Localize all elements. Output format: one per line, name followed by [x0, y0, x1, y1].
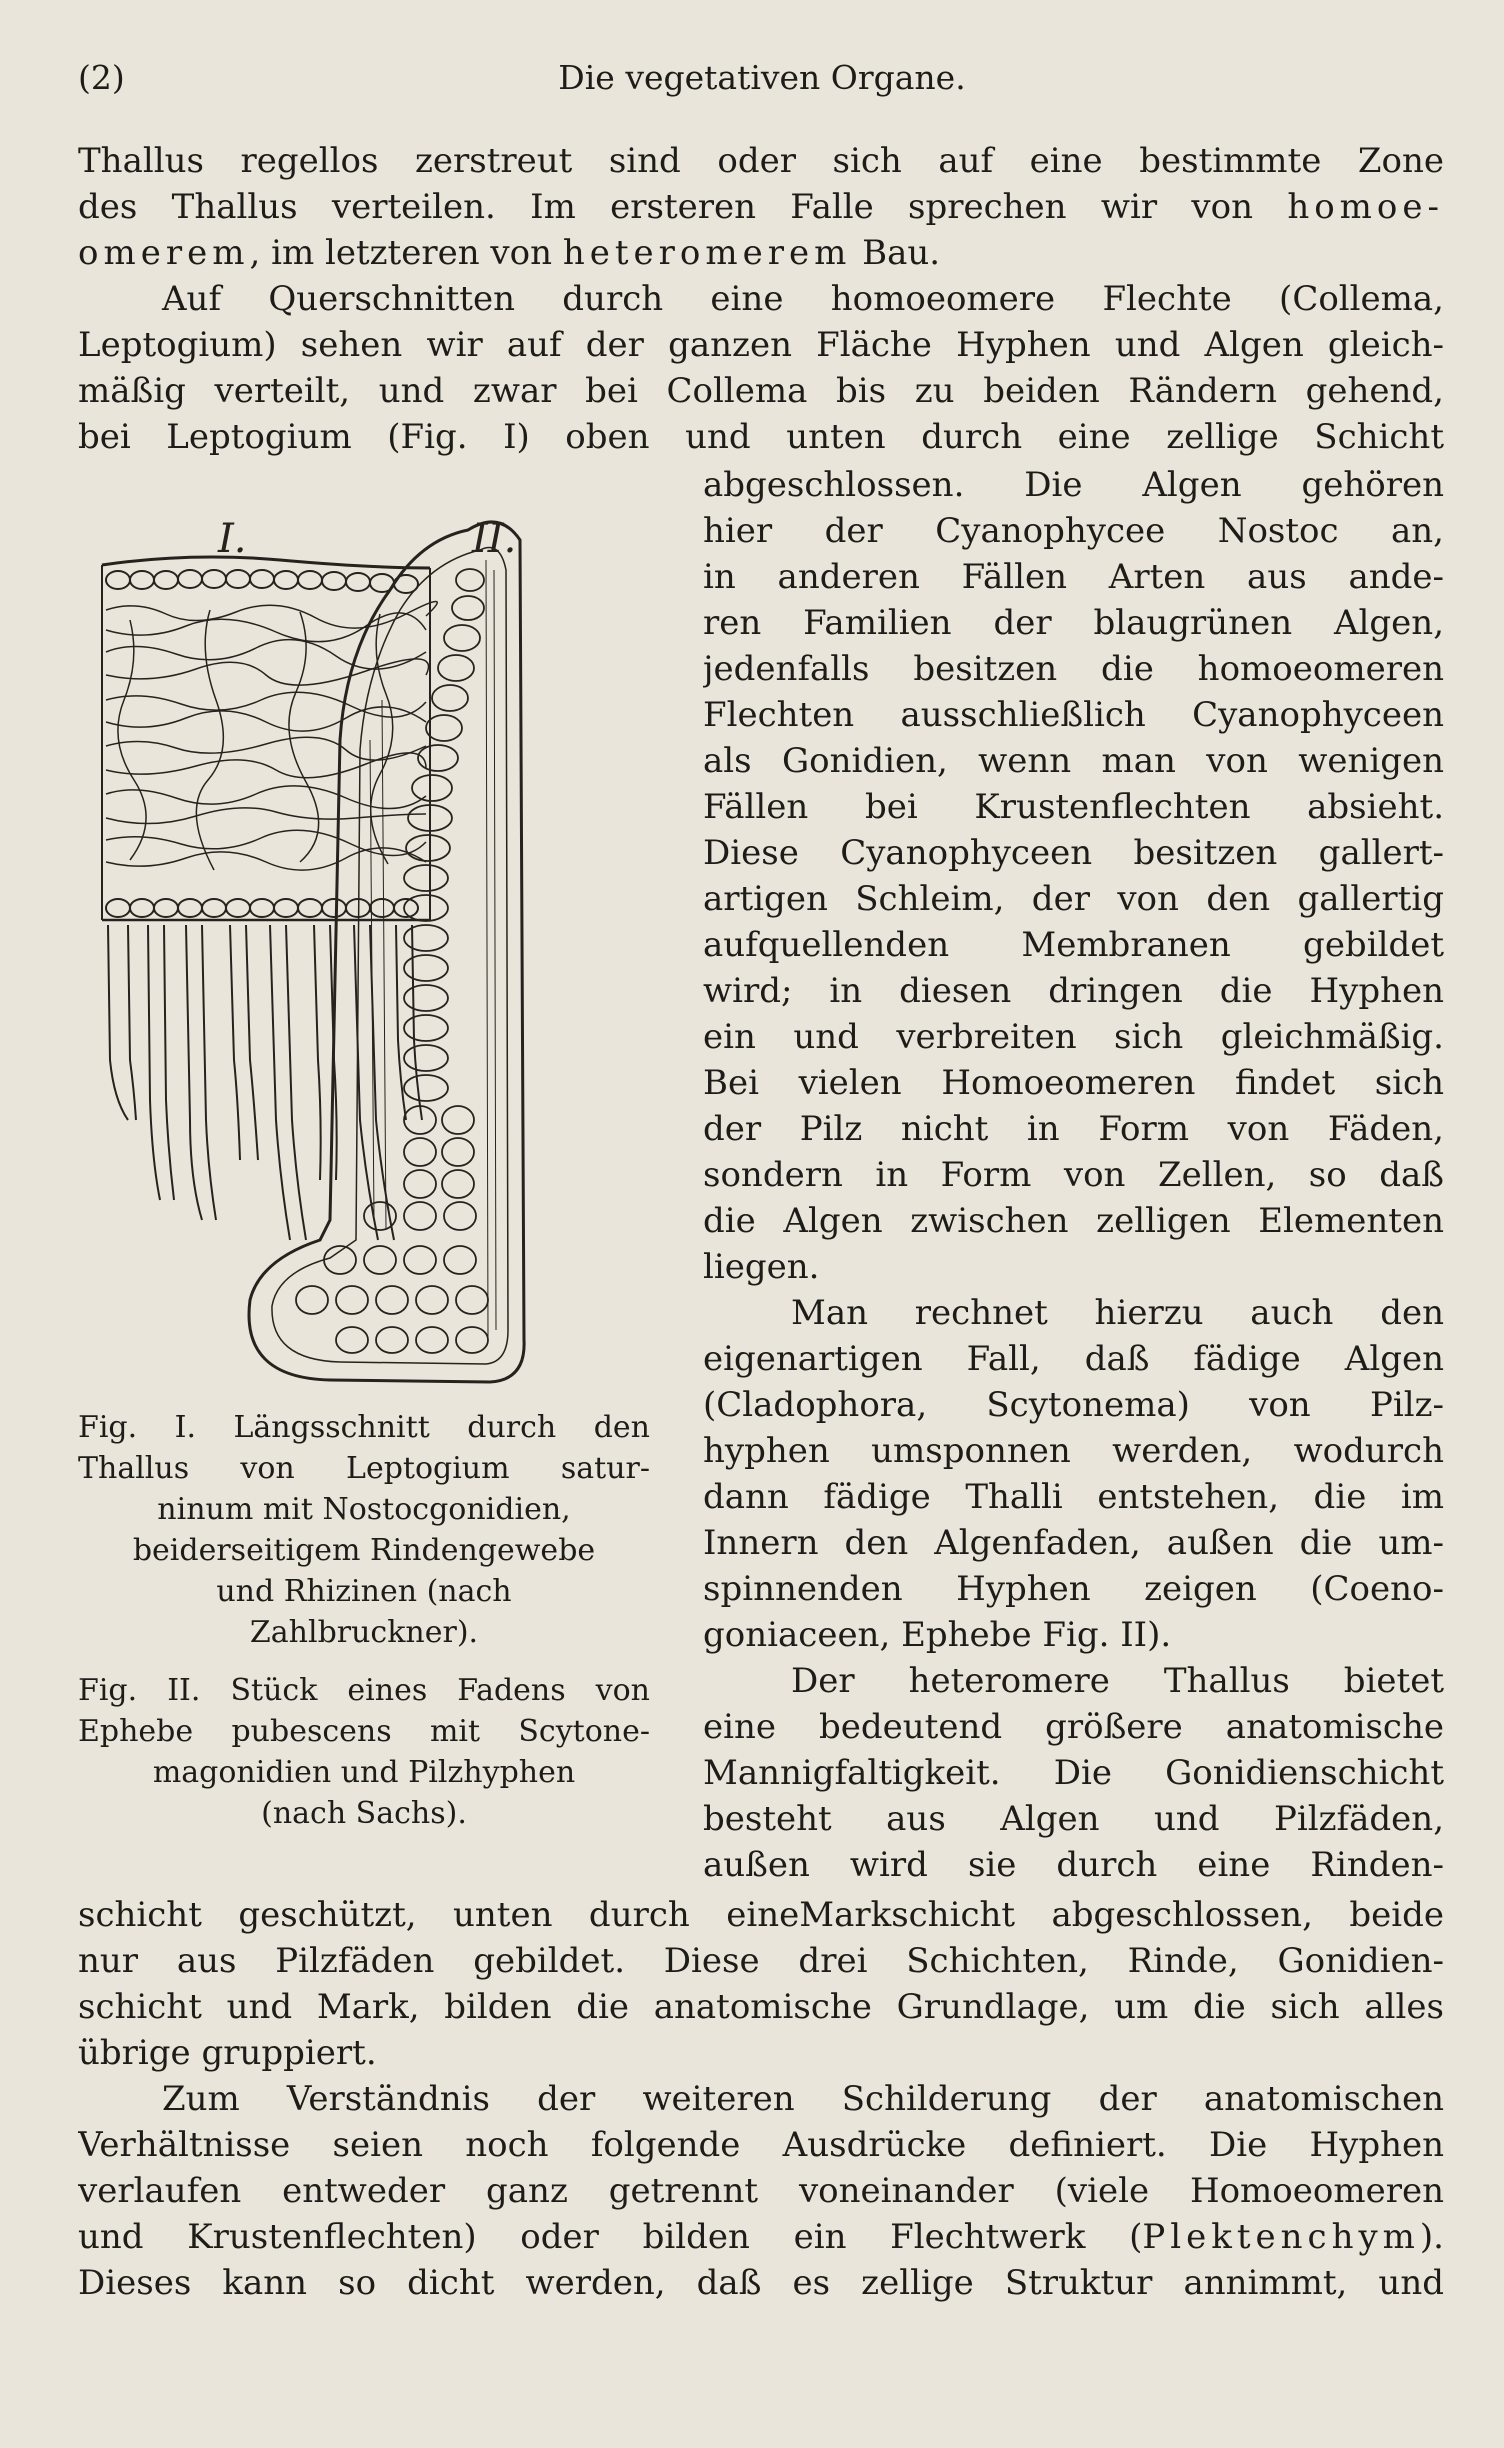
- page-number: (2): [78, 58, 125, 97]
- text-line: [78, 2214, 1444, 2260]
- text-fragment: des Thallus verteilen. Im ersteren Falle sprechen wir von: [78, 187, 1288, 227]
- caption-line: Fig. II. Stück eines Fadens von: [78, 1673, 650, 1708]
- text-line: Diese Cyanophyceen besitzen gallert-: [703, 833, 1444, 873]
- text-line: artigen Schleim, der von den gallertig: [703, 879, 1444, 919]
- text-line: Thallus regellos zerstreut sind oder sich auf eine bestimmte Zone: [78, 141, 1444, 181]
- text-line: sondern in Form von Zellen, so daß: [703, 1155, 1444, 1195]
- text-line: als Gonidien, wenn man von wenigen: [703, 741, 1444, 781]
- text-line: bei Leptogium (Fig. I) oben und unten durch eine zellige Schicht: [78, 417, 1444, 457]
- figure-one-section: [102, 557, 437, 1240]
- emphasis-heteromerem: heteromerem: [562, 233, 852, 273]
- text-line: Auf Querschnitten durch eine homoeomere Flechte (Collema,: [162, 279, 1444, 319]
- text-line: Verhältnisse seien noch folgende Ausdrücke definiert. Die Hyphen: [78, 2125, 1444, 2165]
- text-line: Zum Verständnis der weiteren Schilderung der anatomischen: [162, 2079, 1444, 2119]
- text-line: die Algen zwischen zelligen Elementen: [703, 1201, 1444, 1241]
- text-line: ein und verbreiten sich gleichmäßig.: [703, 1017, 1444, 1057]
- text-line: eine bedeutend größere anatomische: [703, 1707, 1444, 1747]
- caption-line: Thallus von Leptogium satur-: [78, 1451, 650, 1486]
- caption-line: Zahlbruckner).: [249, 1615, 479, 1650]
- text-line: [78, 230, 1444, 276]
- figure-label-two: II.: [472, 516, 517, 562]
- text-line: hyphen umsponnen werden, wodurch: [703, 1431, 1444, 1471]
- paragraph-right-column: [703, 462, 1444, 1888]
- text-line: aufquellenden Membranen gebildet: [703, 925, 1444, 965]
- medulla-hyphae: [106, 601, 437, 870]
- paragraph-bottom: [78, 1892, 1444, 2306]
- upper-cortex-cells: [106, 570, 418, 593]
- text-line: goniaceen, Ephebe Fig. II).: [703, 1615, 1172, 1655]
- text-line: dann fädige Thalli entstehen, die im: [703, 1477, 1444, 1517]
- emphasis-homoe: homoe-: [1287, 187, 1444, 227]
- caption-line: (nach Sachs).: [261, 1796, 467, 1831]
- running-title: Die vegetativen Organe.: [558, 58, 966, 97]
- caption-line: ninum mit Nostocgonidien,: [157, 1492, 571, 1527]
- text-line: Bei vielen Homoeomeren findet sich: [703, 1063, 1444, 1103]
- figure-caption-one: [78, 1407, 650, 1653]
- text-line: besteht aus Algen und Pilzfäden,: [703, 1799, 1444, 1839]
- caption-line: beiderseitigem Rindengewebe: [132, 1533, 596, 1568]
- text-line: Mannigfaltigkeit. Die Gonidienschicht: [703, 1753, 1444, 1793]
- paragraph-intro: [78, 138, 1444, 460]
- text-line: Flechten ausschließlich Cyanophyceen: [703, 695, 1444, 735]
- caption-line: magonidien und Pilzhyphen: [152, 1755, 576, 1790]
- text-line: mäßig verteilt, und zwar bei Collema bis zu beiden Rändern gehend,: [78, 371, 1444, 411]
- text-line: schicht geschützt, unten durch eineMarkschicht abgeschlossen, beide: [78, 1895, 1444, 1935]
- text-line: Dieses kann so dicht werden, daß es zellige Struktur annimmt, und: [78, 2263, 1444, 2303]
- text-line: eigenartigen Fall, daß fädige Algen: [703, 1339, 1444, 1379]
- text-line: ren Familien der blaugrünen Algen,: [703, 603, 1444, 643]
- text-fragment: Bau.: [851, 233, 941, 273]
- text-line: abgeschlossen. Die Algen gehören: [703, 465, 1444, 505]
- text-fragment: , im letzteren von: [249, 233, 563, 273]
- gonidia-cells: [296, 569, 488, 1353]
- text-line: hier der Cyanophycee Nostoc an,: [703, 511, 1444, 551]
- text-line: wird; in diesen dringen die Hyphen: [703, 971, 1444, 1011]
- emphasis-omerem: omerem: [78, 233, 250, 273]
- text-line: Der heteromere Thallus bietet: [791, 1661, 1444, 1701]
- text-line: Fällen bei Krustenflechten absieht.: [703, 787, 1444, 827]
- text-line: [78, 184, 1444, 230]
- text-line: Man rechnet hierzu auch den: [791, 1293, 1444, 1333]
- figure-label-one: I.: [218, 516, 247, 562]
- caption-line: Fig. I. Längsschnitt durch den: [78, 1410, 650, 1445]
- text-line: Leptogium) sehen wir auf der ganzen Fläche Hyphen und Algen gleich-: [78, 325, 1444, 365]
- text-line: Innern den Algenfaden, außen die um-: [703, 1523, 1444, 1563]
- text-line: verlaufen entweder ganz getrennt voneinander (viele Homoeomeren: [78, 2171, 1444, 2211]
- figure-illustration: [90, 500, 650, 1400]
- emphasis-plektenchym: Plektenchym: [1142, 2217, 1420, 2257]
- text-line: nur aus Pilzfäden gebildet. Diese drei Schichten, Rinde, Gonidien-: [78, 1941, 1444, 1981]
- text-line: spinnenden Hyphen zeigen (Coeno-: [703, 1569, 1444, 1609]
- text-line: schicht und Mark, bilden die anatomische Grundlage, um die sich alles: [78, 1987, 1444, 2027]
- caption-line: und Rhizinen (nach: [216, 1574, 512, 1609]
- text-line: (Cladophora, Scytonema) von Pilz-: [703, 1385, 1444, 1425]
- figure-caption-two: [78, 1670, 650, 1834]
- rhizines: [108, 925, 422, 1240]
- caption-line: Ephebe pubescens mit Scytone-: [78, 1714, 650, 1749]
- text-line: jedenfalls besitzen die homoeomeren: [703, 649, 1444, 689]
- text-fragment: und Krustenflechten) oder bilden ein Flechtwerk (: [78, 2217, 1143, 2257]
- running-header: [78, 58, 1446, 114]
- text-line: übrige gruppiert.: [78, 2033, 377, 2073]
- text-line: außen wird sie durch eine Rinden-: [703, 1845, 1444, 1885]
- text-fragment: ).: [1419, 2217, 1444, 2257]
- text-line: der Pilz nicht in Form von Fäden,: [703, 1109, 1444, 1149]
- text-line: liegen.: [703, 1247, 820, 1287]
- text-line: in anderen Fällen Arten aus ande-: [703, 557, 1444, 597]
- figure-two-thread: [249, 522, 524, 1382]
